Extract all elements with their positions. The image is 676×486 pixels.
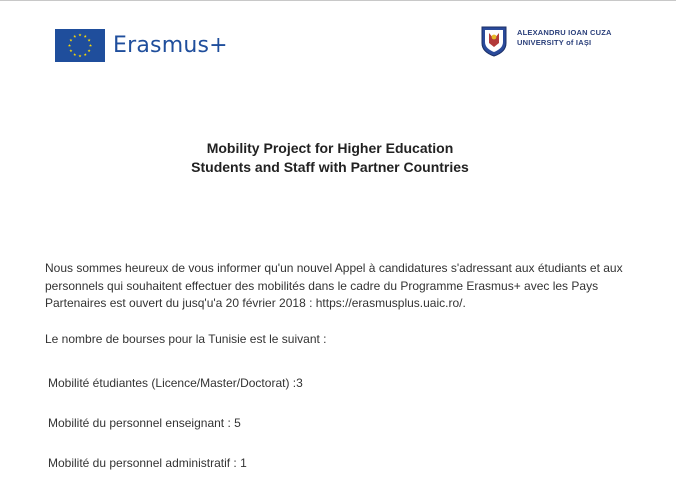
- top-divider: [0, 0, 676, 1]
- page-title: [0, 139, 660, 177]
- count-item-teaching-staff: Mobilité du personnel enseignant : 5: [48, 416, 241, 430]
- university-logo: [480, 25, 612, 57]
- count-item-students: Mobilité étudiantes (Licence/Master/Doctorat) :3: [48, 376, 303, 390]
- title-line-1: Mobility Project for Higher Education: [206, 140, 454, 156]
- university-name-line2: UNIVERSITY of IAȘI: [517, 37, 592, 47]
- eu-flag-icon: [55, 29, 105, 62]
- erasmus-logo: [55, 29, 228, 62]
- body-content: [45, 260, 630, 348]
- count-heading: Le nombre de bourses pour la Tunisie est le suivant :: [45, 331, 327, 346]
- university-name-line1: ALEXANDRU IOAN CUZA: [517, 28, 612, 37]
- intro-paragraph: Nous sommes heureux de vous informer qu'un nouvel Appel à candidatures s'adressant aux étudiants et aux personnels qui souhaitent effectuer des mobilités dans le cadre du Programme Erasmus+ avec les Pays Partenaires est ouvert du jusq'u'a 20 février 2018 : https://erasmusplus.uaic.ro/.: [45, 261, 623, 310]
- count-item-admin-staff: Mobilité du personnel administratif : 1: [48, 456, 247, 470]
- university-crest-icon: [480, 25, 508, 57]
- title-line-2: Students and Staff with Partner Countries: [191, 159, 469, 175]
- university-name: [517, 28, 612, 47]
- erasmus-wordmark: Erasmus+: [113, 33, 228, 58]
